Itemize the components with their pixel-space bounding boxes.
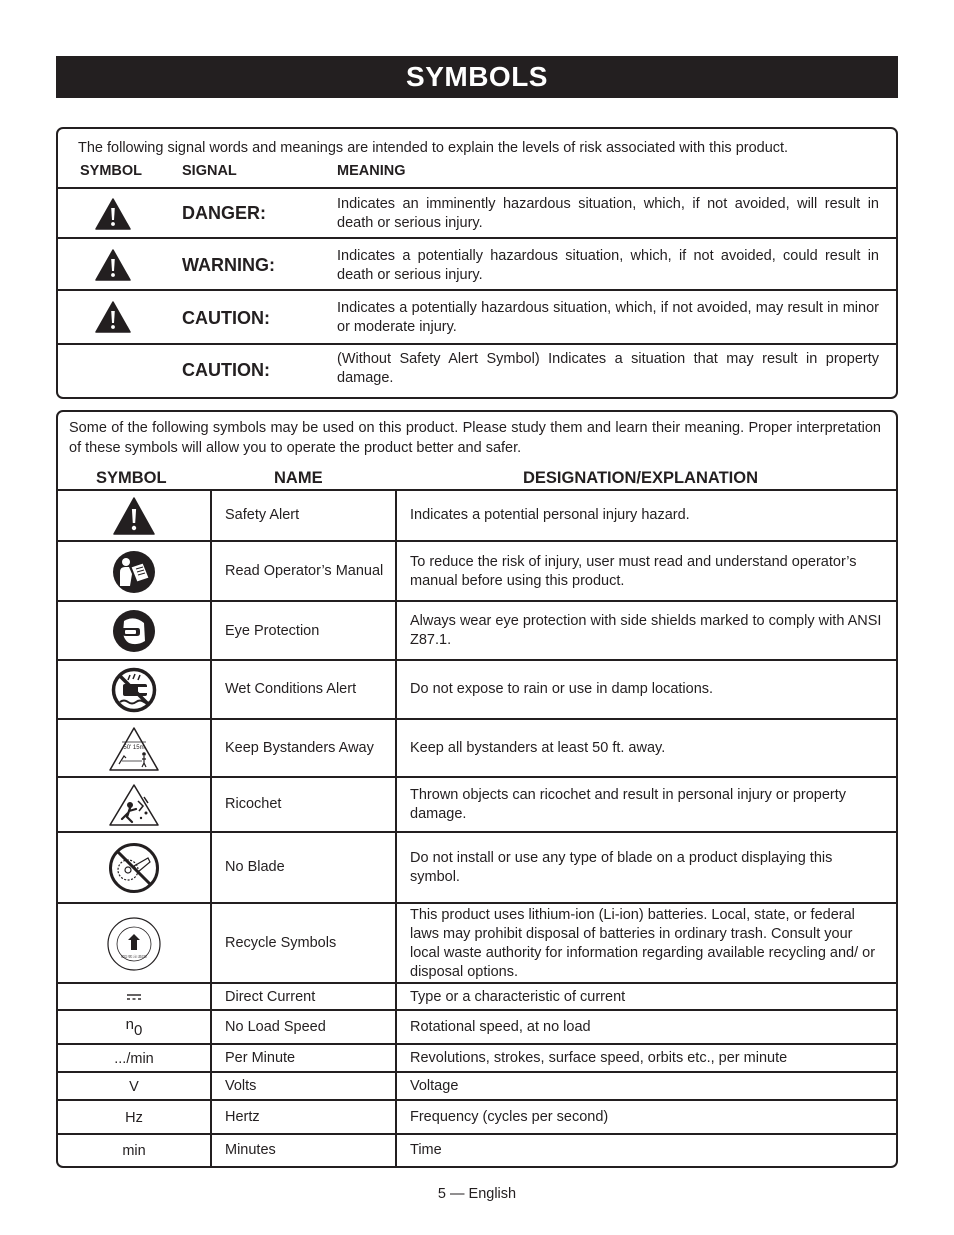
signal-meaning: (Without Safety Alert Symbol) Indicates a situation that may result in property damage.: [337, 351, 879, 386]
volts-symbol: V: [129, 1078, 139, 1095]
table-row: [58, 902, 896, 983]
signal-header-symbol: SYMBOL: [80, 163, 143, 179]
symbol-designation: Rotational speed, at no load: [410, 1019, 591, 1035]
signal-meaning: Indicates an imminently hazardous situation, which, if not avoided, will result in death or serious injury.: [337, 196, 879, 231]
signal-word: CAUTION:: [182, 360, 270, 380]
signal-meaning: Indicates a potentially hazardous situation, which, if not avoided, could result in death or serious injury.: [337, 248, 879, 283]
page-title: SYMBOLS: [56, 56, 898, 98]
symbol-designation: Frequency (cycles per second): [410, 1109, 609, 1125]
no-load-speed-symbol: n 0: [125, 1016, 143, 1039]
symbols-header-designation: DESIGNATION/EXPLANATION: [523, 469, 758, 487]
signal-intro: The following signal words and meanings are intended to explain the levels of risk associated with this product.: [78, 140, 789, 156]
signal-row-danger: [58, 187, 896, 239]
symbol-designation: Type or a characteristic of current: [410, 988, 626, 1005]
keep-bystanders-away-icon: [108, 726, 160, 772]
symbol-designation: Always wear eye protection with side shields marked to comply with ANSI Z87.1.: [410, 613, 882, 648]
symbol-designation: Do not expose to rain or use in damp locations.: [410, 681, 714, 697]
signal-word: DANGER:: [182, 203, 266, 223]
signal-row-caution: [58, 289, 896, 343]
symbol-designation: Revolutions, strokes, surface speed, orbits etc., per minute: [410, 1050, 788, 1066]
symbol-name: Keep Bystanders Away: [225, 740, 374, 756]
table-row: [58, 1071, 896, 1100]
symbols-header-symbol: SYMBOL: [96, 469, 167, 487]
wet-conditions-icon: [111, 667, 157, 713]
symbol-name: Volts: [225, 1078, 257, 1094]
symbol-designation: Keep all bystanders at least 50 ft. away.: [410, 740, 666, 756]
table-row: [58, 1009, 896, 1044]
ricochet-icon: [108, 783, 160, 827]
eye-protection-icon: [112, 609, 156, 653]
symbol-designation: Time: [410, 1142, 442, 1158]
symbol-name: Minutes: [225, 1142, 276, 1158]
signal-row-warning: [58, 237, 896, 291]
symbols-box: [56, 410, 898, 1168]
table-row: [58, 831, 896, 902]
symbol-designation: Voltage: [410, 1078, 459, 1094]
recycle-seal-text: RECYCLE · RBRC · Li-ion · 1.800.822.8837: [121, 953, 148, 959]
symbol-name: Recycle Symbols: [225, 935, 337, 951]
recycle-seal-icon: [106, 916, 162, 972]
safety-alert-icon: [113, 497, 155, 535]
symbol-name: Hertz: [225, 1109, 260, 1125]
table-row: [58, 982, 896, 1010]
signal-row-caution-property: [58, 343, 896, 397]
symbol-name: No Blade: [225, 859, 285, 875]
symbol-name: Safety Alert: [225, 507, 300, 523]
symbol-designation: Thrown objects can ricochet and result in personal injury or property damage.: [410, 786, 847, 822]
symbol-name: No Load Speed: [225, 1019, 326, 1035]
per-minute-symbol: .../min: [114, 1050, 154, 1067]
read-manual-icon: [112, 550, 156, 594]
hertz-symbol: Hz: [125, 1109, 143, 1126]
symbol-name: Wet Conditions Alert: [225, 681, 357, 697]
table-row: [58, 600, 896, 660]
safety-alert-triangle-icon: [95, 198, 131, 230]
signal-header-meaning: MEANING: [337, 163, 406, 179]
page-footer: 5 — English: [437, 1186, 517, 1202]
direct-current-icon: [126, 993, 142, 1001]
signal-header-signal: SIGNAL: [182, 163, 237, 179]
no-blade-icon: [108, 842, 160, 894]
table-row: [58, 659, 896, 718]
safety-alert-triangle-icon: [95, 249, 131, 281]
symbols-header-name: NAME: [274, 469, 323, 487]
table-row: [58, 1043, 896, 1072]
signal-words-box: [56, 127, 898, 399]
symbol-designation: This product uses lithium-ion (Li-ion) batteries. Local, state, or federal laws may prohibit disposal of batteries in ordinary trash. Consult your local waste authority for information regarding available recycling and/ or disposal options.: [410, 906, 876, 980]
symbol-name: Read Operator’s Manual: [225, 563, 384, 579]
minutes-symbol: min: [122, 1142, 146, 1159]
table-row: [58, 540, 896, 601]
table-row: [58, 1133, 896, 1166]
symbol-name: Eye Protection: [225, 622, 320, 639]
signal-meaning: Indicates a potentially hazardous situation, which, if not avoided, may result in minor or moderate injury.: [337, 300, 879, 335]
symbol-name: Ricochet: [225, 796, 282, 812]
symbol-designation: Do not install or use any type of blade on a product displaying this symbol.: [410, 849, 833, 885]
symbol-name: Per Minute: [225, 1050, 296, 1066]
table-row: [58, 1099, 896, 1134]
table-row: [58, 489, 896, 540]
table-row: [58, 718, 896, 777]
symbol-name: Direct Current: [225, 988, 316, 1005]
bystander-distance-text: 50' 15m: [123, 744, 145, 751]
symbol-designation: To reduce the risk of injury, user must read and understand operator’s manual before using this product.: [410, 553, 857, 589]
signal-word: WARNING:: [182, 255, 275, 275]
symbol-designation: Indicates a potential personal injury hazard.: [410, 507, 690, 523]
safety-alert-triangle-icon: [95, 301, 131, 333]
symbols-intro: Some of the following symbols may be used on this product. Please study them and learn their meaning. Proper interpretation of these symbols will allow you to operate the product better and safer.: [69, 420, 881, 456]
table-row: [58, 776, 896, 831]
signal-word: CAUTION:: [182, 308, 270, 328]
